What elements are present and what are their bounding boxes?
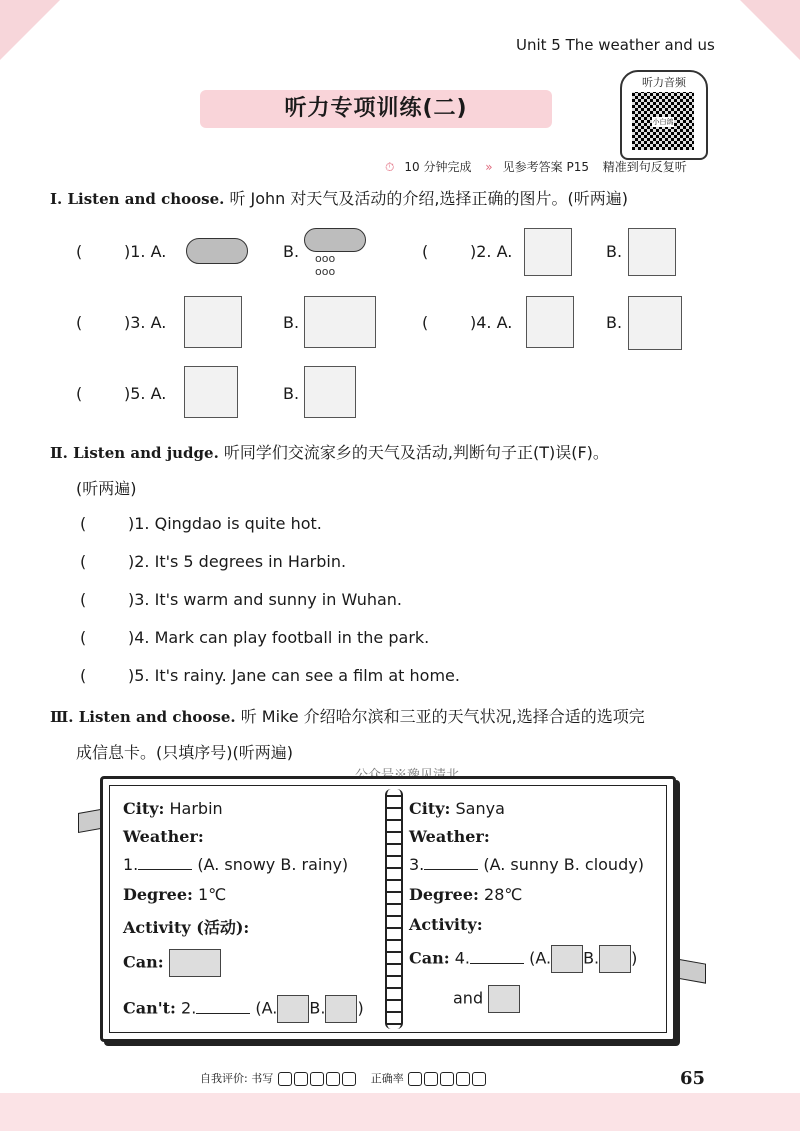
section2-heading-2: (听两遍) [76, 479, 137, 498]
snowman-picture [628, 296, 682, 350]
thumb-icon[interactable] [440, 1072, 454, 1086]
unit-header: Unit 5 The weather and us [516, 36, 715, 54]
thumb-icon[interactable] [456, 1072, 470, 1086]
section2-heading [50, 440, 609, 463]
thumb-icon[interactable] [326, 1072, 340, 1086]
rainy-picture [304, 228, 366, 252]
page-title: 听力专项训练(二) [200, 90, 552, 128]
thumb-icon[interactable] [294, 1072, 308, 1086]
section3-heading [50, 704, 645, 727]
s2-item-4: ( )4. Mark can play football in the park. [80, 628, 430, 647]
time-text: 10 分钟完成 [404, 160, 472, 174]
skating-icon [325, 995, 357, 1023]
harbin-city: City: Harbin [123, 799, 223, 818]
qr-code-box[interactable] [620, 70, 708, 160]
snowy-mountain-picture [304, 296, 376, 348]
section3-heading-text: 听 Mike 介绍哈尔滨和三亚的天气状况,选择合适的选项完 [235, 707, 645, 726]
thumb-icon[interactable] [408, 1072, 422, 1086]
section3-heading-2: 成信息卡。(只填序号)(听两遍) [76, 743, 293, 762]
s1-item-1: ( )1. A. [76, 242, 167, 261]
answer-blank-3[interactable] [424, 855, 478, 870]
rain-drops-icon: ooo ooo [315, 252, 336, 278]
cloudy-picture [186, 238, 248, 264]
city-rainy-picture [628, 228, 676, 276]
sanya-q3: 3. (A. sunny B. cloudy) [409, 855, 644, 874]
section2-heading-text: 听同学们交流家乡的天气及活动,判断句子正(T)误(F)。 [218, 443, 609, 462]
meta-line [385, 158, 697, 175]
sanya-degree: Degree: 28℃ [409, 885, 523, 904]
answer-blank-4[interactable] [470, 949, 524, 964]
walking-picture [304, 366, 356, 418]
section3-heading-bold: Ⅲ. Listen and choose. [50, 708, 236, 726]
thumb-icon[interactable] [342, 1072, 356, 1086]
spiral-binding-icon [385, 789, 403, 1029]
s1-item-1-b: B. [283, 242, 300, 261]
page-number: 65 [680, 1068, 706, 1089]
harbin-cant: Can't: 2. (A. B. ) [123, 995, 364, 1023]
answer-ref: 见参考答案 P15 [502, 160, 589, 174]
kite-flying-picture [526, 296, 574, 348]
sanya-can: Can: 4. (A. B. ) [409, 945, 637, 973]
section1-heading-text: 听 John 对天气及活动的介绍,选择正确的图片。(听两遍) [224, 189, 628, 208]
s1-item-5: ( )5. A. [76, 384, 167, 403]
harbin-activity: Activity (活动): [123, 918, 250, 937]
s2-item-2: ( )2. It's 5 degrees in Harbin. [80, 552, 347, 571]
s1-item-3: ( )3. A. [76, 313, 167, 332]
basketball-picture [184, 366, 238, 418]
sunny-lake-picture [184, 296, 242, 348]
s1-item-3-b: B. [283, 313, 300, 332]
answer-blank-1[interactable] [138, 855, 192, 870]
snowman-icon [169, 949, 221, 977]
s1-item-4: ( )4. A. [422, 313, 513, 332]
sanya-activity: Activity: [409, 915, 483, 934]
s1-item-2: ( )2. A. [422, 242, 513, 261]
harbin-weather-label: Weather: [123, 827, 204, 846]
harbin-degree: Degree: 1℃ [123, 885, 227, 904]
sanya-city: City: Sanya [409, 799, 505, 818]
harbin-q1: 1. (A. snowy B. rainy) [123, 855, 349, 874]
boating-icon [599, 945, 631, 973]
section2-heading-bold: Ⅱ. Listen and judge. [50, 444, 219, 462]
s1-item-4-b: B. [606, 313, 623, 332]
clock-icon: ⏱ [385, 160, 395, 174]
thumb-icon[interactable] [310, 1072, 324, 1086]
thumb-icon[interactable] [472, 1072, 486, 1086]
arrow-icon: » [485, 160, 493, 174]
section1-heading-bold: Ⅰ. Listen and choose. [50, 190, 225, 208]
kite-icon [551, 945, 583, 973]
listen-tip: 精准到句反复听 [602, 160, 687, 174]
section1-heading [50, 186, 628, 209]
answer-blank-2[interactable] [196, 999, 250, 1014]
building-icon [488, 985, 520, 1013]
s2-item-1: ( )1. Qingdao is quite hot. [80, 514, 322, 533]
s1-item-5-b: B. [283, 384, 300, 403]
swimming-icon [277, 995, 309, 1023]
harbin-can: Can: [123, 949, 221, 977]
thumb-icon[interactable] [424, 1072, 438, 1086]
qr-center-label: 小白鸽 [652, 118, 674, 126]
s2-item-3: ( )3. It's warm and sunny in Wuhan. [80, 590, 402, 609]
qr-label: 听力音频 [642, 76, 686, 89]
info-card [100, 776, 676, 1042]
sanya-and: and [453, 985, 520, 1013]
s1-item-2-b: B. [606, 242, 623, 261]
bottom-band [0, 1093, 800, 1131]
s2-item-5: ( )5. It's rainy. Jane can see a film at home. [80, 666, 460, 685]
corner-decoration-right [740, 0, 800, 60]
thumb-icon[interactable] [278, 1072, 292, 1086]
corner-decoration [0, 0, 60, 60]
city-sunny-picture [524, 228, 572, 276]
sanya-weather-label: Weather: [409, 827, 490, 846]
self-evaluation: 自我评价: 书写 正确率 [200, 1070, 487, 1086]
